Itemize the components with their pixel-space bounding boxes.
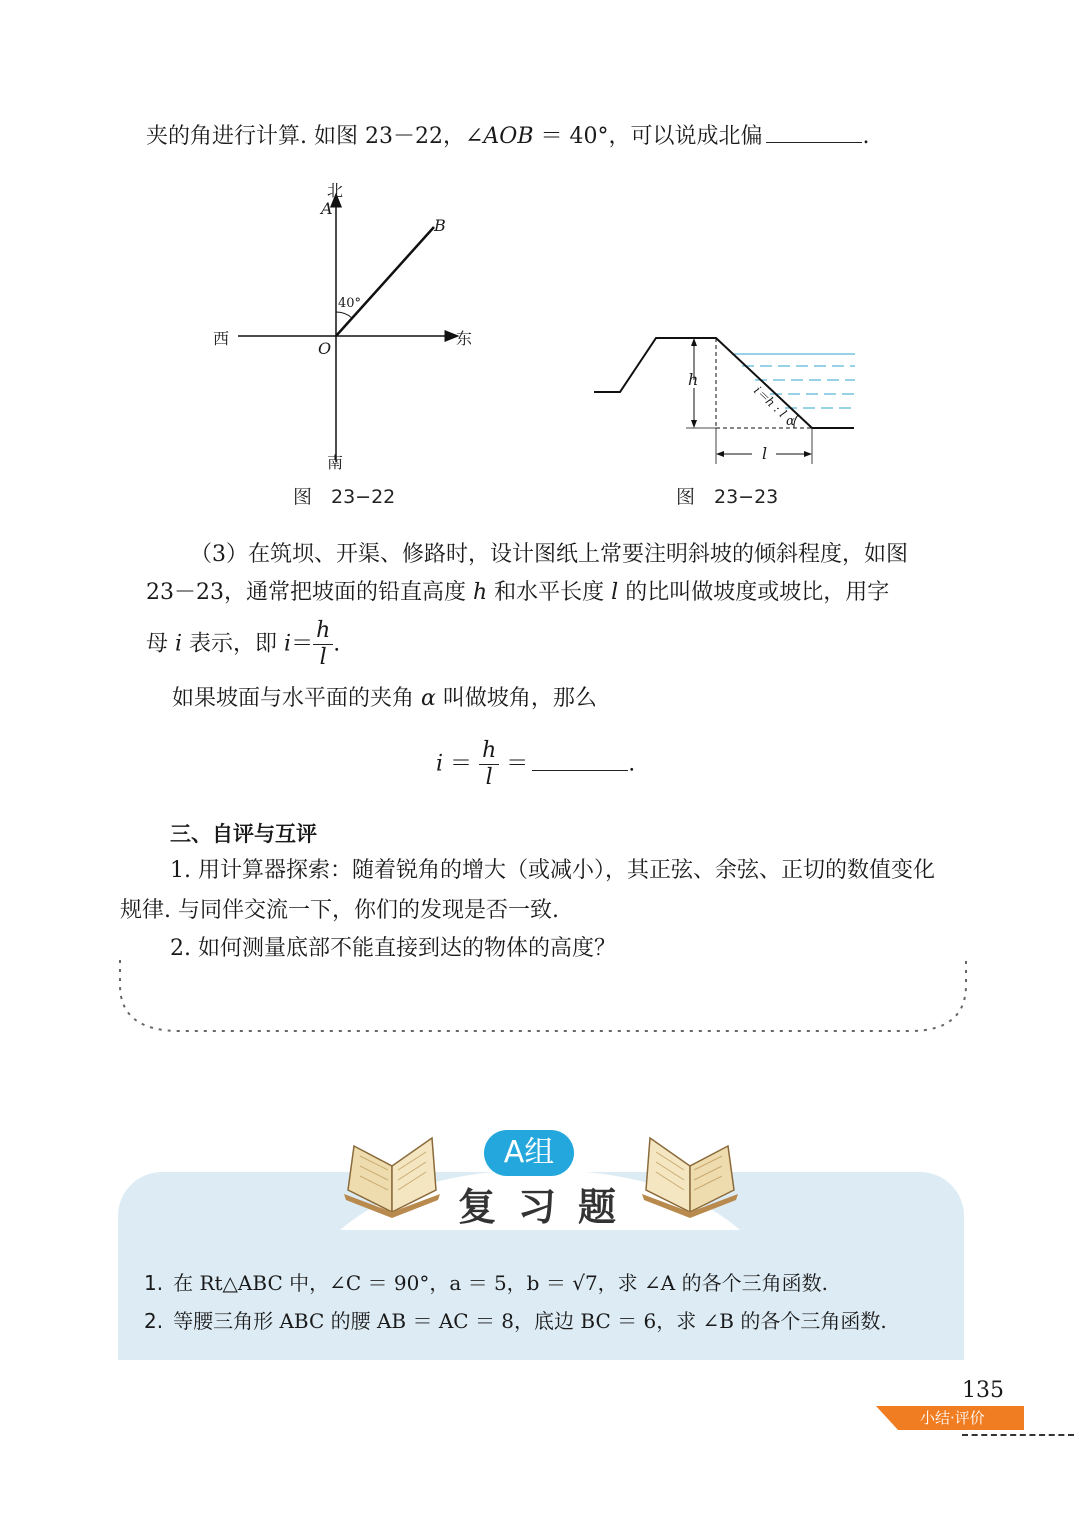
alpha-symbol: α (421, 686, 436, 711)
intro-line (146, 122, 869, 152)
figure-23-22-caption: 图 23−22 (293, 486, 396, 508)
formula-end: . (628, 751, 636, 777)
point-a-label: A (321, 199, 333, 218)
north-label: 北 (327, 181, 344, 200)
figure-23-22-compass (200, 172, 490, 472)
var-i-2: i (284, 631, 292, 657)
formula-i: i (436, 751, 444, 777)
section-tag: 小结·评价 (920, 1409, 985, 1427)
equals: ＝ (291, 631, 314, 657)
formula-eq1: ＝ (450, 751, 473, 777)
item3-line3-a: 母 (146, 631, 175, 657)
alpha-line (172, 684, 597, 714)
item3-line3-b: 表示，即 (182, 631, 285, 657)
group-a-badge: A组 (484, 1130, 574, 1176)
item3-line2-a: 23－23，通常把坡面的铅直高度 (146, 580, 473, 605)
formula-numerator: h (479, 738, 499, 765)
item3-line2 (146, 578, 889, 608)
water-lines (732, 354, 855, 408)
footer-dash-line (962, 1434, 1074, 1436)
question-2: 2. 如何测量底部不能直接到达的物体的高度？ (170, 936, 616, 961)
exercise-2 (144, 1306, 887, 1336)
var-h: h (472, 580, 488, 605)
answer-blank-2[interactable] (532, 750, 628, 771)
answer-blank-1[interactable] (766, 122, 862, 143)
angle-40-label: 40° (338, 296, 362, 311)
item3-line2-c: 的比叫做坡度或坡比，用字 (618, 580, 890, 605)
point-b-label: B (434, 216, 446, 235)
angle-arc (336, 312, 352, 318)
item3-line2-b: 和水平长度 (487, 580, 612, 605)
var-i: i (175, 631, 183, 657)
ray-ob (336, 227, 434, 336)
h-label: h (688, 370, 699, 389)
figure-23-23-dam (590, 330, 870, 470)
intro-text-2: ＝ 40°，可以说成北偏 (533, 124, 763, 149)
fraction-numerator: h (313, 618, 333, 645)
page-number: 135 (962, 1378, 1004, 1403)
slope-ratio-label: i＝h : l (751, 383, 790, 421)
item3-line3 (146, 618, 340, 674)
question-1-line2: 规律. 与同伴交流一下，你们的发现是否一致. (120, 898, 559, 923)
intro-text: 夹的角进行计算. 如图 23－22，∠ (146, 124, 484, 149)
formula-eq2: ＝ (506, 751, 529, 777)
fraction-denominator: l (319, 645, 327, 670)
l-label: l (762, 444, 768, 463)
answer-area-border[interactable] (110, 955, 980, 1040)
open-book-icon (340, 1128, 444, 1220)
figure-23-23-caption: 图 23−23 (676, 486, 779, 508)
exercise-2-number: 2. (144, 1309, 164, 1333)
slope-formula (436, 738, 635, 794)
angle-name: AOB (483, 124, 534, 149)
item3-line1: （3）在筑坝、开渠、修路时，设计图纸上常要注明斜坡的倾斜程度，如图 (190, 542, 908, 567)
dam-outline (594, 338, 854, 428)
west-label: 西 (213, 329, 230, 348)
east-label: 东 (456, 329, 473, 348)
alpha-line-b: 叫做坡角，那么 (435, 686, 597, 711)
alpha-label: α (786, 414, 795, 429)
formula-fraction (479, 738, 499, 791)
exercise-1 (144, 1268, 828, 1298)
exercise-2-text: 等腰三角形 ABC 的腰 AB ＝ AC ＝ 8，底边 BC ＝ 6，求 ∠B 的各个三角函数. (173, 1309, 887, 1333)
var-l: l (611, 580, 619, 605)
alpha-line-a: 如果坡面与水平面的夹角 (172, 686, 421, 711)
review-title: 复习题 (458, 1185, 639, 1229)
section-title: 三、自评与互评 (170, 822, 317, 846)
question-1-line1: 1. 用计算器探索：随着锐角的增大（或减小），其正弦、余弦、正切的数值变化 (170, 858, 935, 883)
exercise-1-number: 1. (144, 1271, 164, 1295)
item3-line3-end: . (333, 631, 341, 657)
open-book-icon-right (638, 1128, 742, 1220)
exercise-1-text: 在 Rt△ABC 中，∠C ＝ 90°，a ＝ 5，b ＝ √7，求 ∠A 的各个三角函数. (173, 1271, 828, 1295)
fraction-h-over-l (313, 618, 333, 671)
formula-denominator: l (485, 765, 493, 790)
south-label: 南 (327, 453, 344, 472)
intro-end: . (862, 124, 870, 149)
point-o-label: O (318, 339, 332, 358)
